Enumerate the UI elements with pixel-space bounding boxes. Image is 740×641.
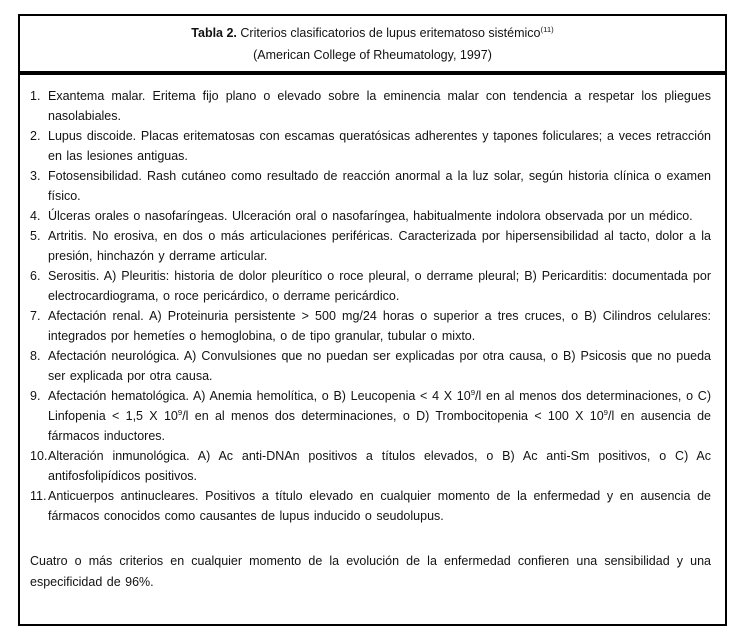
item-number: 9. <box>30 389 41 403</box>
list-item <box>30 386 711 446</box>
table-title-text: Criterios clasificatorios de lupus eritematoso sistémico$^{(11)}$ <box>236 24 554 40</box>
list-item <box>30 446 711 486</box>
list-item <box>30 126 711 166</box>
table-body <box>20 75 725 593</box>
table-title <box>50 22 695 44</box>
list-item <box>30 206 711 226</box>
table-title-label: Tabla 2. <box>191 26 237 40</box>
item-number: 4. <box>30 209 41 223</box>
list-item <box>30 226 711 266</box>
list-item <box>30 266 711 306</box>
item-text: Afectación neurológica. A) Convulsiones que no puedan ser explicadas por otra causa, o B) Psicosis que no pueda ser explicada por otra causa. <box>48 349 711 383</box>
list-item <box>30 486 711 526</box>
item-text: Afectación hematológica. A) Anemia hemolítica, o B) Leucopenia < 4 X $10^9/l$ en al menos dos determinaciones, o C) Linfopenia < 1,5 X $10^9/l$ en al menos dos determinaciones, o D) Trombocitopenia < 100 X $10^9/l$ en ausencia de fármacos inductores. <box>48 387 712 443</box>
item-number: 3. <box>30 169 41 183</box>
item-text: Alteración inmunológica. A) Ac anti-DNAn positivos a títulos elevados, o B) Ac anti-Sm positivos, o C) Ac antifosfolipídicos positivos. <box>48 449 711 483</box>
item-number: 7. <box>30 309 41 323</box>
item-text: Exantema malar. Eritema fijo plano o elevado sobre la eminencia malar con tendencia a respetar los pliegues nasolabiales. <box>48 89 711 123</box>
table-subtitle: (American College of Rheumatology, 1997) <box>253 48 492 62</box>
item-number: 5. <box>30 229 41 243</box>
item-text: Artritis. No erosiva, en dos o más articulaciones periféricas. Caracterizada por hipersensibilidad al tacto, dolor a la presión, hinchazón y derrame articular. <box>48 229 711 263</box>
item-number: 10. <box>30 449 48 463</box>
list-item <box>30 346 711 386</box>
table-footnote: Cuatro o más criterios en cualquier momento de la evolución de la enfermedad confieren una sensibilidad y una especificidad de 96%. <box>30 554 711 589</box>
list-item <box>30 86 711 126</box>
item-text: Afectación renal. A) Proteinuria persistente > 500 mg/24 horas o superior a tres cruces, o B) Cilindros celulares: integrados por hemetíes o hemoglobina, o de tipo granular, tubular o mixto. <box>48 309 711 343</box>
item-number: 11. <box>30 489 47 503</box>
item-text: Serositis. A) Pleuritis: historia de dolor pleurítico o roce pleural, o derrame pleural; B) Pericarditis: documentada por electrocardiograma, o roce pericárdico, o derrame pericárdico. <box>48 269 711 303</box>
item-number: 1. <box>30 89 41 103</box>
item-text: Úlceras orales o nasofaríngeas. Ulceración oral o nasofaríngea, habitualmente indolora observada por un médico. <box>48 209 693 223</box>
list-item <box>30 166 711 206</box>
table-header <box>20 16 725 71</box>
criteria-list <box>30 86 711 526</box>
item-text: Fotosensibilidad. Rash cutáneo como resultado de reacción anormal a la luz solar, según historia clínica o examen físico. <box>48 169 711 203</box>
item-number: 2. <box>30 129 41 143</box>
table-frame <box>18 14 727 626</box>
item-number: 6. <box>30 269 41 283</box>
list-item <box>30 306 711 346</box>
item-text: Lupus discoide. Placas eritematosas con escamas queratósicas adherentes y tapones foliculares; a veces retracción en las lesiones antiguas. <box>48 129 711 163</box>
item-text: Anticuerpos antinucleares. Positivos a título elevado en cualquier momento de la enfermedad y en ausencia de fármacos conocidos como causantes de lupus inducido o seudolupus. <box>48 489 711 523</box>
item-number: 8. <box>30 349 41 363</box>
